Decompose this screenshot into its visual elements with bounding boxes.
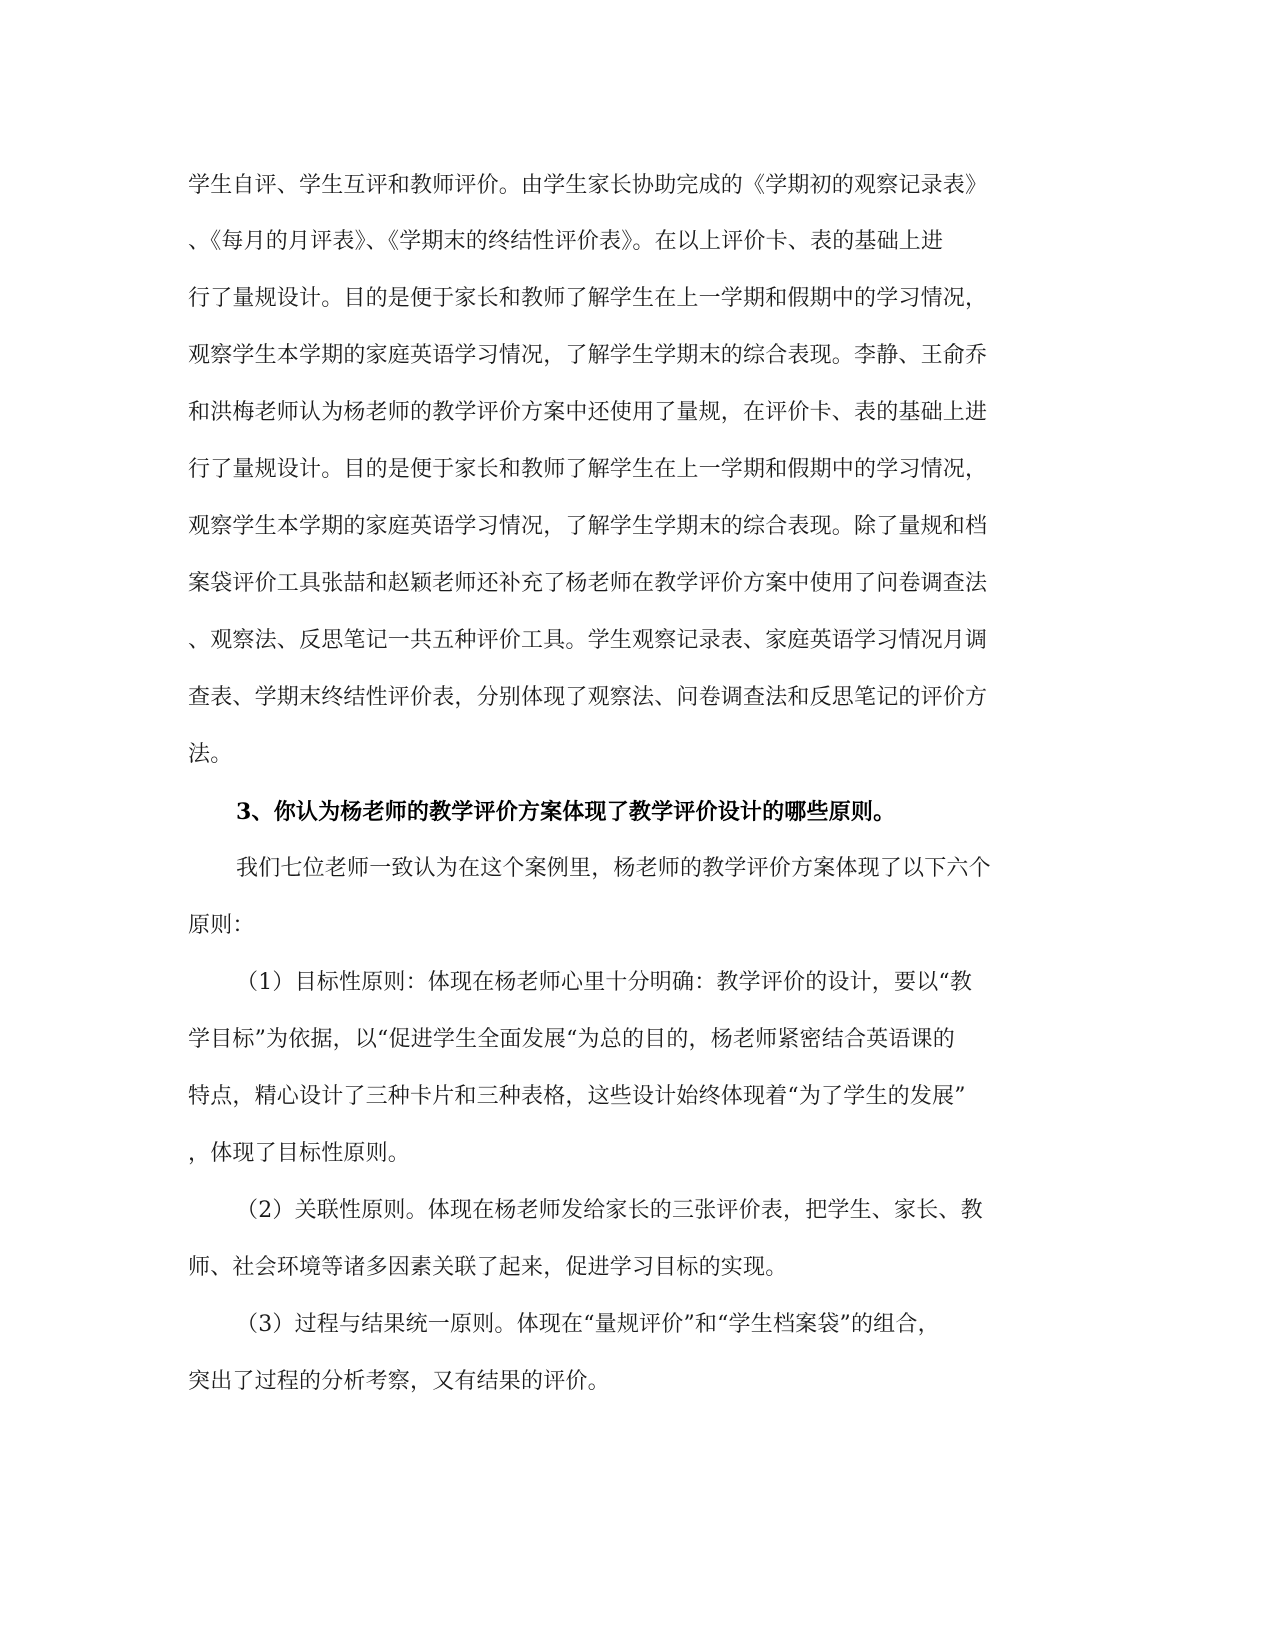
text-line: 突出了过程的分析考察，又有结果的评价。 <box>188 1369 610 1394</box>
text-line: （1）目标性原则：体现在杨老师心里十分明确：教学评价的设计，要以“教 <box>236 970 973 995</box>
text-line: （3）过程与结果统一原则。体现在“量规评价”和“学生档案袋”的组合， <box>236 1312 940 1337</box>
text-line: （2）关联性原则。体现在杨老师发给家长的三张评价表，把学生、家长、教 <box>236 1198 983 1223</box>
text-line: 案袋评价工具张喆和赵颖老师还补充了杨老师在教学评价方案中使用了问卷调查法 <box>188 571 988 596</box>
text-line: 特点，精心设计了三种卡片和三种表格，这些设计始终体现着“为了学生的发展” <box>188 1084 966 1109</box>
text-line: 学目标”为依据，以“促进学生全面发展“为总的目的，杨老师紧密结合英语课的 <box>188 1027 955 1052</box>
text-line: 行了量规设计。目的是便于家长和教师了解学生在上一学期和假期中的学习情况， <box>188 286 988 311</box>
text-line: 法。 <box>188 742 233 767</box>
text-line: 、《每月的月评表》、《学期末的终结性评价表》。在以上评价卡、表的基础上进 <box>188 229 944 254</box>
text-line: 和洪梅老师认为杨老师的教学评价方案中还使用了量规，在评价卡、表的基础上进 <box>188 400 988 425</box>
text-line: 行了量规设计。目的是便于家长和教师了解学生在上一学期和假期中的学习情况， <box>188 457 988 482</box>
text-line: 师、社会环境等诸多因素关联了起来，促进学习目标的实现。 <box>188 1255 788 1280</box>
text-line: 学生自评、学生互评和教师评价。由学生家长协助完成的《学期初的观察记录表》 <box>188 173 988 198</box>
section-heading: 3、你认为杨老师的教学评价方案体现了教学评价设计的哪些原则。 <box>236 799 896 825</box>
text-line: 查表、学期末终结性评价表，分别体现了观察法、问卷调查法和反思笔记的评价方 <box>188 685 988 710</box>
text-line: 观察学生本学期的家庭英语学习情况，了解学生学期末的综合表现。除了量规和档 <box>188 514 988 539</box>
text-line: 原则： <box>188 913 255 938</box>
text-line: 、观察法、反思笔记一共五种评价工具。学生观察记录表、家庭英语学习情况月调 <box>188 628 988 653</box>
text-line: ，体现了目标性原则。 <box>188 1141 411 1166</box>
text-line: 观察学生本学期的家庭英语学习情况，了解学生学期末的综合表现。李静、王俞乔 <box>188 343 988 368</box>
text-line: 我们七位老师一致认为在这个案例里，杨老师的教学评价方案体现了以下六个 <box>236 856 991 881</box>
